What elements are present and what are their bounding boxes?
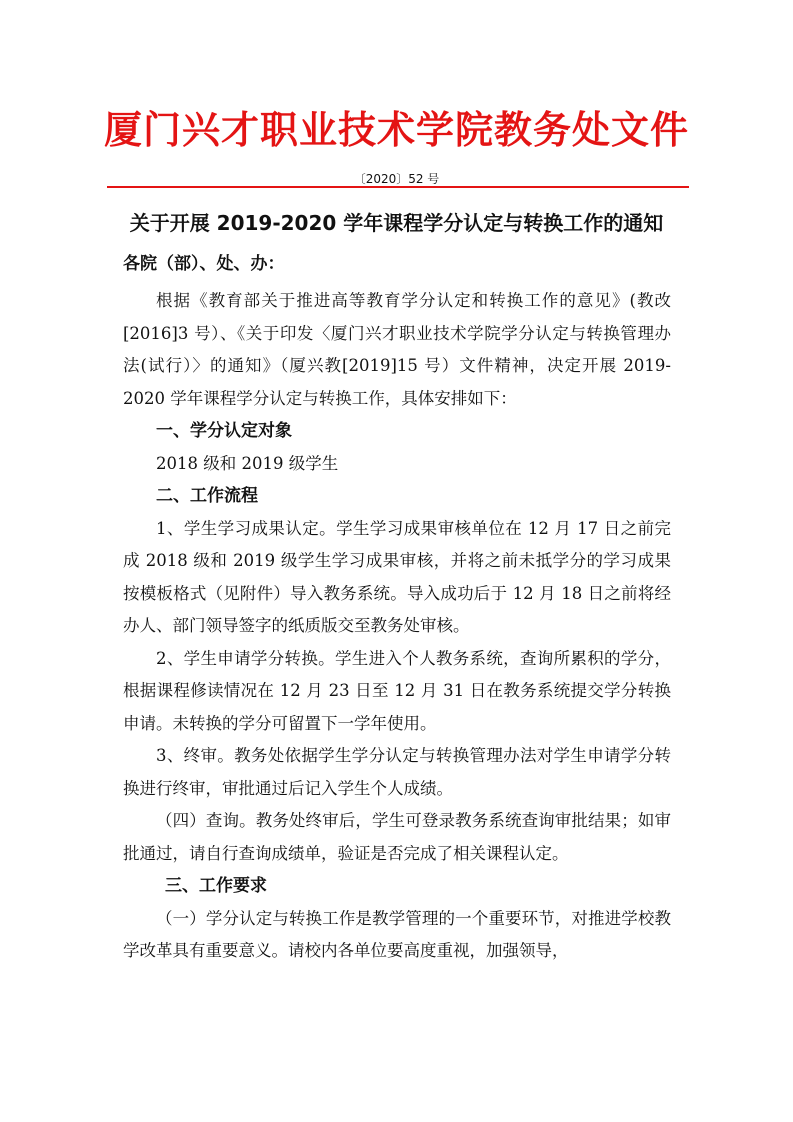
notice-title: 关于开展 2019-2020 学年课程学分认定与转换工作的通知 bbox=[129, 211, 664, 235]
workflow-step-3: 3、终审。教务处依据学生学分认定与转换管理办法对学生申请学分转换进行终审，审批通过后记入学生个人成绩。 bbox=[123, 746, 671, 798]
workflow-step-4: （四）查询。教务处终审后，学生可登录教务系统查询审批结果；如审批通过，请自行查询成绩单，验证是否完成了相关课程认定。 bbox=[123, 811, 671, 863]
document-body bbox=[123, 285, 671, 968]
requirement-1: （一）学分认定与转换工作是教学管理的一个重要环节，对推进学校教学改革具有重要意义。请校内各单位要高度重视，加强领导， bbox=[123, 908, 671, 960]
targets-paragraph: 2018 级和 2019 级学生 bbox=[156, 453, 339, 473]
red-divider-line bbox=[107, 186, 689, 188]
salutation: 各院（部）、处、办： bbox=[123, 254, 285, 274]
document-number: 〔2020〕52 号 bbox=[353, 172, 440, 186]
section-heading-workflow: 二、工作流程 bbox=[156, 486, 258, 506]
intro-paragraph: 根据《教育部关于推进高等教育学分认定和转换工作的意见》(教改[2016]3 号）、《关于印发〈厦门兴才职业技术学院学分认定与转换管理办法(试行）〉的通知》（厦兴教[2019]15 号）文件精神，决定开展 2019-2020 学年课程学分认定与转换工作，具体安排如下： bbox=[123, 291, 671, 408]
section-heading-requirements: 三、工作要求 bbox=[165, 876, 267, 896]
masthead-title: 厦门兴才职业技术学院教务处文件 bbox=[103, 107, 689, 152]
section-heading-targets: 一、学分认定对象 bbox=[156, 421, 292, 441]
workflow-step-2: 2、学生申请学分转换。学生进入个人教务系统，查询所累积的学分，根据课程修读情况在 12 月 23 日至 12 月 31 日在教务系统提交学分转换申请。未转换的学分可留置下一学年使用。 bbox=[123, 648, 671, 733]
workflow-step-1: 1、学生学习成果认定。学生学习成果审核单位在 12 月 17 日之前完成 2018 级和 2019 级学生学习成果审核，并将之前未抵学分的学习成果按模板格式（见附件）导入教务系统。导入成功后于 12 月 18 日之前将经办人、部门领导签字的纸质版交至教务处审核。 bbox=[123, 518, 671, 635]
